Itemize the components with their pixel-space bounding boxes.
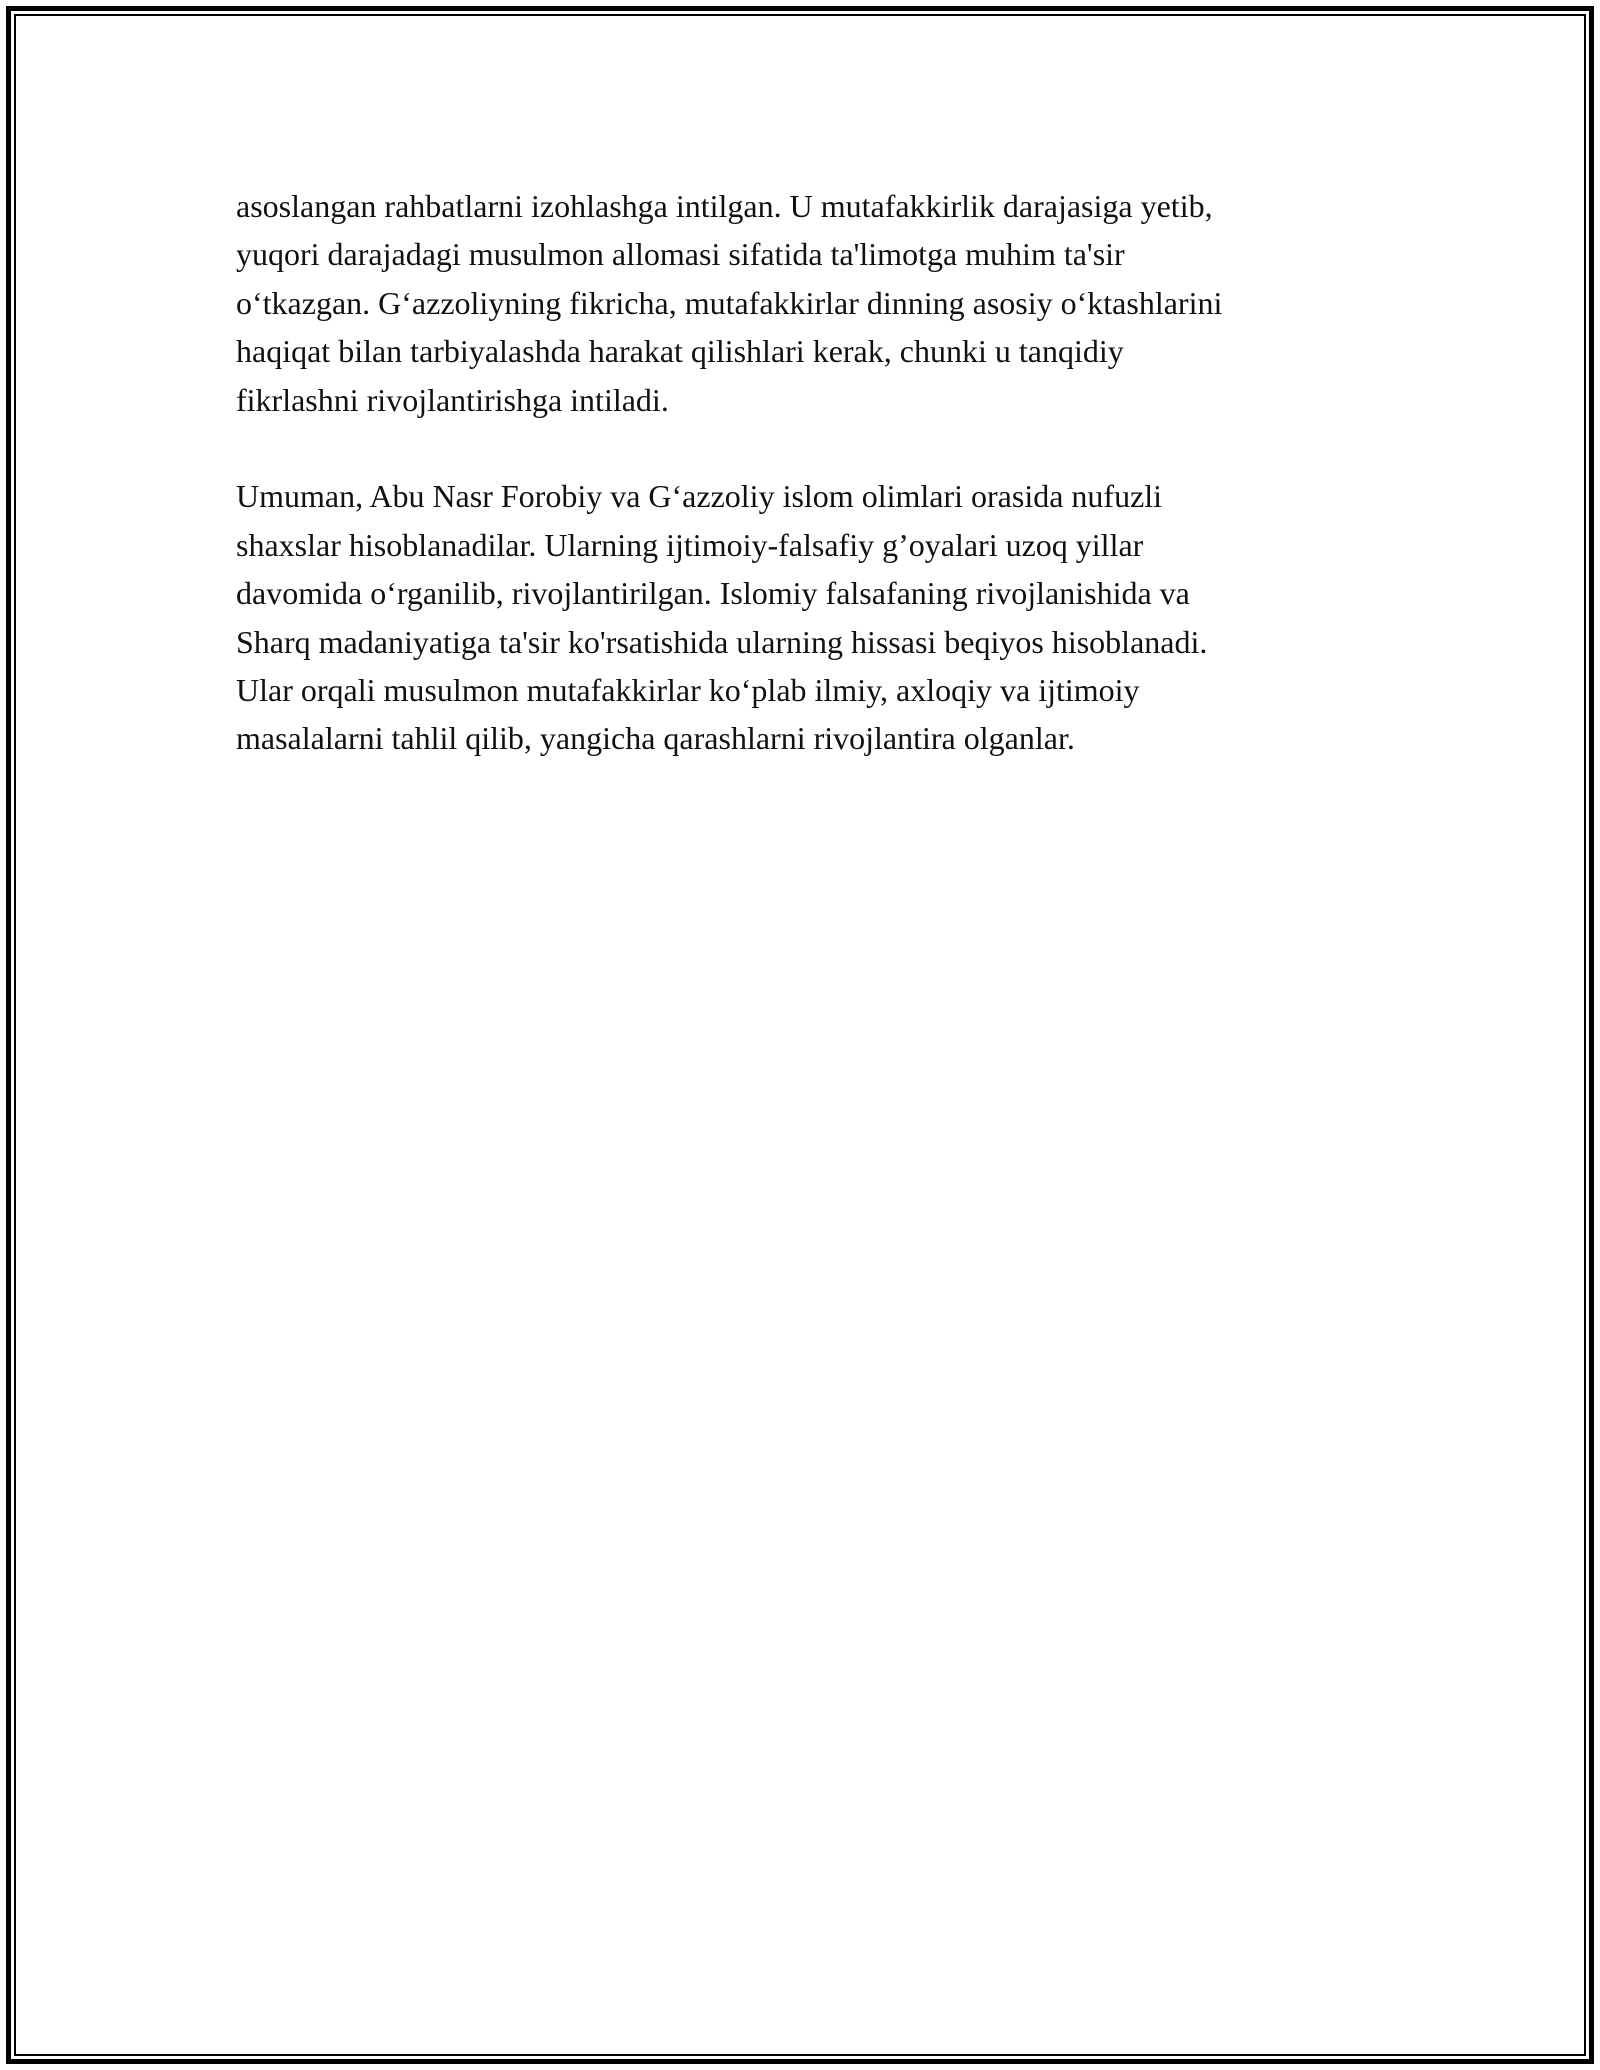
paragraph [236,182,1386,424]
text-line: asoslangan rahbatlarni izohlashga intilgan. U mutafakkirlik darajasiga yetib, [236,188,1213,224]
text-line: yuqori darajadagi musulmon allomasi sifatida ta'limotga muhim ta'sir [236,236,1125,273]
text-line: Ular orqali musulmon mutafakkirlar koʻplab ilmiy, axloqiy va ijtimoiy [236,672,1140,709]
text-line: shaxslar hisoblanadilar. Ularning ijtimoiy-falsafiy g’oyalari uzoq yillar [236,526,1144,563]
text-line: Umuman, Abu Nasr Forobiy va Gʻazzoliy islom olimlari orasida nufuzli [236,478,1163,515]
text-line: Sharq madaniyatiga ta'sir ko'rsatishida ularning hissasi beqiyos hisoblanadi. [236,623,1208,660]
text-line: davomida oʻrganilib, rivojlantirilgan. Islomiy falsafaning rivojlanishida va [236,575,1190,612]
text-line: oʻtkazgan. Gʻazzoliyning fikricha, mutafakkirlar dinning asosiy oʻktashlarini [236,284,1223,321]
paragraph [236,472,1386,762]
text-line: masalalarni tahlil qilib, yangicha qarashlarni rivojlantira olganlar. [236,720,1075,757]
text-line: haqiqat bilan tarbiyalashda harakat qilishlari kerak, chunki u tanqidiy [236,333,1124,370]
document-body [236,182,1386,763]
text-line: fikrlashni rivojlantirishga intiladi. [236,381,669,418]
